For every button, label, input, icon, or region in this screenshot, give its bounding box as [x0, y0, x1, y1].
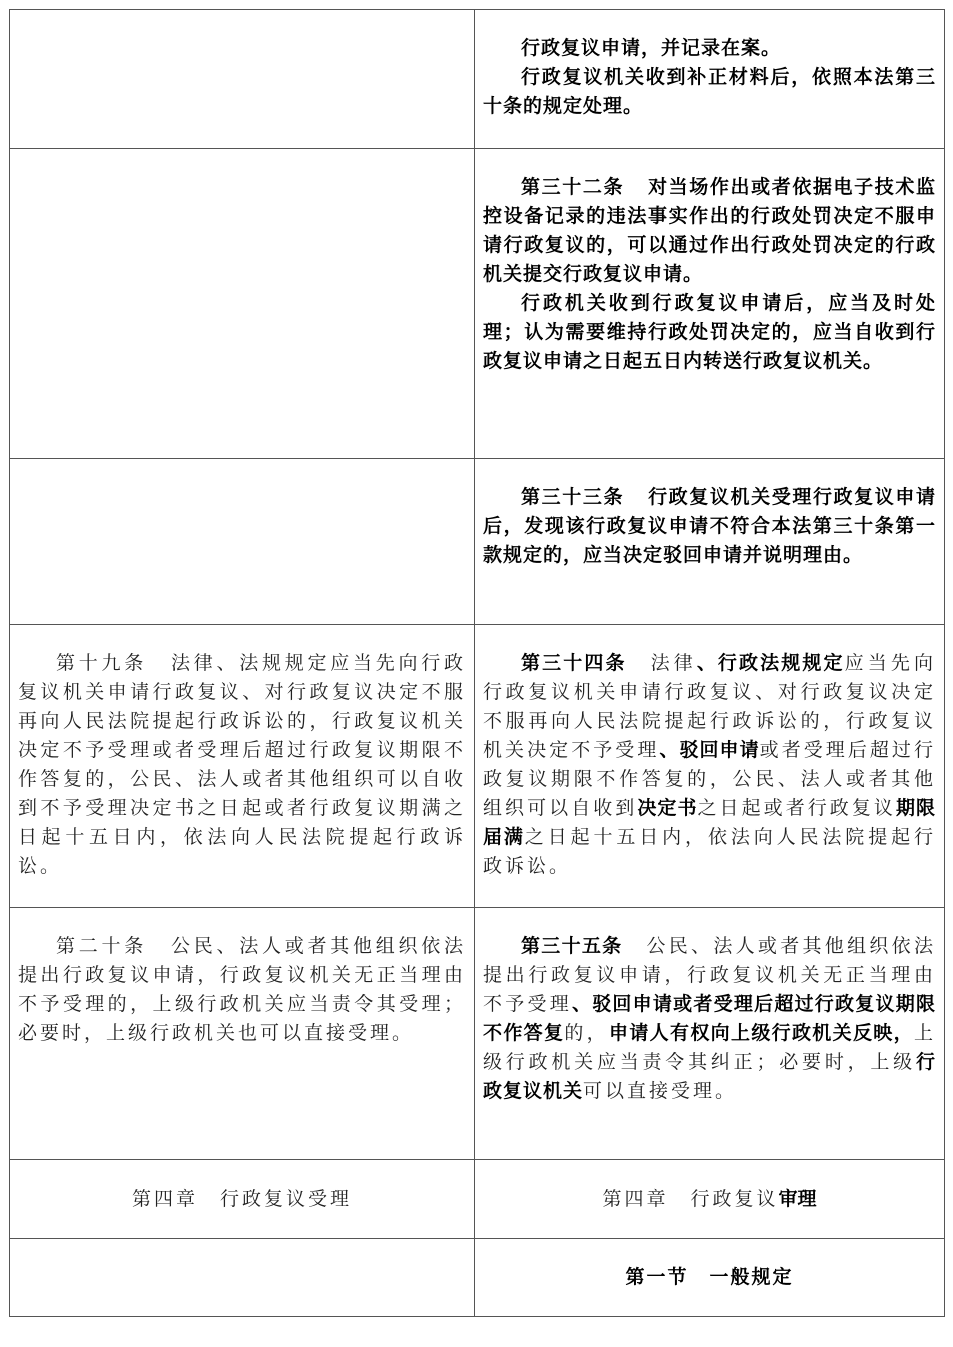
- section-heading-old: [10, 1239, 475, 1317]
- article-number: 第十九条: [56, 652, 147, 674]
- paragraph: [483, 173, 936, 289]
- table-row: [10, 908, 945, 1160]
- paragraph: [483, 34, 936, 63]
- paragraph: [18, 932, 466, 1048]
- article-number: 第三十三条: [521, 486, 625, 508]
- paragraph: [483, 649, 936, 881]
- old-text-cell: [10, 908, 475, 1160]
- article-number: 第二十条: [56, 935, 147, 957]
- chapter-title-new-prefix: 第四章 行政复议: [602, 1187, 779, 1210]
- text-run: 之日起或者行政复议: [697, 797, 896, 819]
- old-text-cell: [10, 625, 475, 908]
- text-run: 、驳回申请: [659, 739, 760, 761]
- section-title: 第一节 一般规定: [625, 1266, 794, 1288]
- new-text-cell: [475, 149, 945, 459]
- text-run: 或者受理后超过行政复议期限不作答复的，公民、法人或者其他组织可以自收到: [483, 739, 936, 819]
- chapter-heading-old: [10, 1160, 475, 1239]
- table-row: [10, 149, 945, 459]
- table-row: [10, 459, 945, 625]
- table-row: [10, 10, 945, 149]
- paragraph: [18, 649, 466, 881]
- section-row: [10, 1239, 945, 1317]
- text-run: 可以直接受理。: [583, 1080, 738, 1102]
- new-text-cell: [475, 625, 945, 908]
- text-run: 公民、法人或者其他组织依法提出行政复议申请，行政复议机关无正当理由不予受理的，上级行政机关应当责令其受理；必要时，上级行政机关也可以直接受理。: [18, 935, 466, 1044]
- text-run: 法律、法规规定应当先向行政复议机关申请行政复议、对行政复议决定不服再向人民法院提起行政诉讼的，行政复议机关决定不予受理或者受理后超过行政复议期限不作答复的，公民、法人或者其他组织可以自收到不予受理决定书之日起或者行政复议期满之日起十五日内，依法向人民法院提起行政诉讼。: [18, 652, 466, 877]
- text-run: 、行政法规规定: [696, 652, 845, 674]
- paragraph: [483, 483, 936, 570]
- old-text-cell: [10, 10, 475, 149]
- text-run: 行政复议申请，并记录在案。: [521, 37, 782, 59]
- text-run: 行政复议机关收到补正材料后，依照本法第三十条的规定处理。: [483, 66, 936, 117]
- text-run: 上级行政机关应当责令其纠正；必要时，上级: [483, 1022, 936, 1073]
- chapter-heading-new: [475, 1160, 945, 1239]
- section-heading-new: [475, 1239, 945, 1317]
- text-run: 法律: [650, 652, 697, 674]
- text-run: 应当先向行政复议机关申请行政复议、对行政复议决定不服再向人民法院提起行政诉讼的，行政复议机关决定不予受理: [483, 652, 936, 761]
- paragraph: [483, 63, 936, 121]
- chapter-row: [10, 1160, 945, 1239]
- text-run: 行政复议机关受理行政复议申请后，发现该行政复议申请不符合本法第三十条第一款规定的，应当决定驳回申请并说明理由。: [483, 486, 936, 566]
- article-number: 第三十五条: [521, 935, 623, 957]
- article-number: 第三十二条: [521, 176, 625, 198]
- text-run: 行政复议机关: [483, 1051, 936, 1102]
- table-row: [10, 625, 945, 908]
- text-run: 对当场作出或者依据电子技术监控设备记录的违法事实作出的行政处罚决定不服申请行政复议的，可以通过作出行政处罚决定的行政机关提交行政复议申请。: [483, 176, 936, 285]
- old-text-cell: [10, 459, 475, 625]
- paragraph: [483, 289, 936, 376]
- old-text-cell: [10, 149, 475, 459]
- text-run: 之日起十五日内，依法向人民法院提起行政诉讼。: [483, 826, 936, 877]
- text-run: 、驳回申请或者受理后超过行政复议期限不作答复: [483, 993, 936, 1044]
- chapter-title-old: 第四章 行政复议受理: [131, 1187, 352, 1210]
- paragraph: [483, 932, 936, 1106]
- new-text-cell: [475, 908, 945, 1160]
- comparison-table: [9, 9, 945, 1317]
- text-run: 行政机关收到行政复议申请后，应当及时处理；认为需要维持行政处罚决定的，应当自收到行政复议申请之日起五日内转送行政复议机关。: [483, 292, 936, 372]
- text-run: 的，: [564, 1022, 609, 1044]
- chapter-title-new-suffix: 审理: [778, 1187, 817, 1210]
- article-number: 第三十四条: [521, 652, 627, 674]
- text-run: 期限届满: [483, 797, 936, 848]
- text-run: 公民、法人或者其他组织依法提出行政复议申请，行政复议机关无正当理由不予受理: [483, 935, 936, 1015]
- text-run: 申请人有权向上级行政机关反映，: [609, 1022, 914, 1044]
- text-run: 决定书: [637, 797, 698, 819]
- new-text-cell: [475, 459, 945, 625]
- new-text-cell: [475, 10, 945, 149]
